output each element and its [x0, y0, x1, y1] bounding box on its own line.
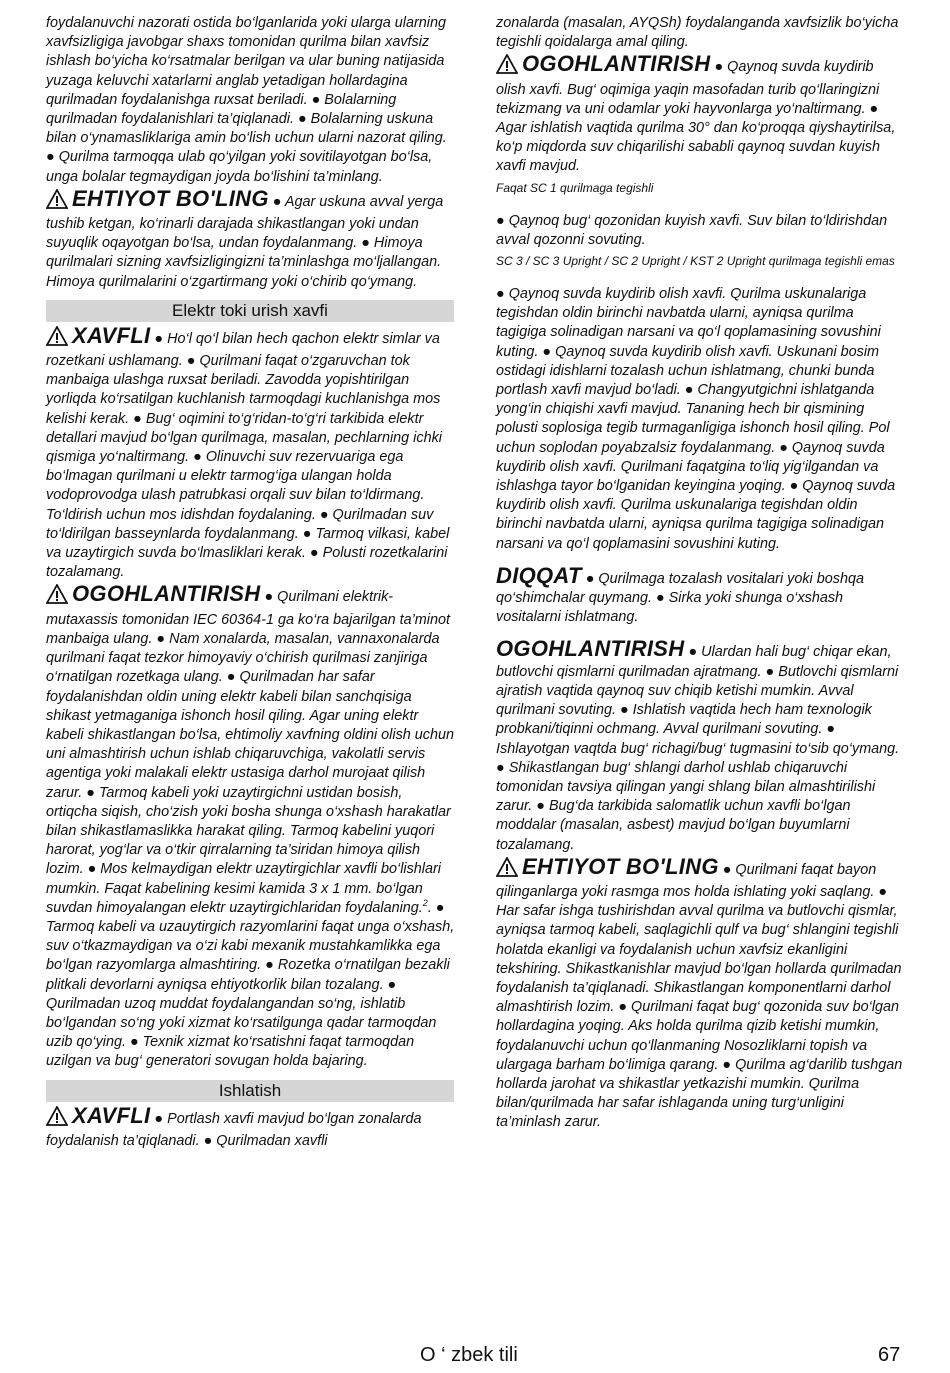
caution-paragraph-usage — [496, 853, 906, 1133]
attention-paragraph — [496, 562, 906, 628]
caution-heading: EHTIYOT BO'LING — [72, 185, 269, 211]
warning-heading: OGOHLANTIRISH — [496, 636, 685, 662]
warning-heading: OGOHLANTIRISH — [522, 51, 711, 77]
warning-paragraph-parts — [496, 636, 906, 854]
section-heading-electric-shock: Elektr toki urish xavfi — [46, 300, 454, 322]
warning-triangle-icon — [46, 584, 72, 610]
warning-text-a: ● Qurilmani elektrik-mutaxassis tomonidan IEC 60364-1 ga ko‘ra bajarilgan ta’minot manbaiga ulang. ● Nam xonalarda, masalan, vannaxonalarda qurilmani faqat tezkor himoyaviy o‘chirish qurilmasi zanjiriga o‘rnatilgan rozetkaga ulang. ● Qurilmadan har safar foydalanishdan oldin uning elektr kabeli bilan sanchqisiga shikast yetmaganiga ishonch hosil qiling. Agar uning elektr kabeli shikastlangan bo‘lsa, ehtimoliy xavfning oldini olish uchun uni almashtirish uchun ishlab chiqaruvchiga, vakolatli servis agentiga yoki malakali elektr ustasiga darhol murojaat qilish zarur. ● Tarmoq kabeli yoki uzaytirgichni ustidan bosish, ortiqcha siqish, cho‘zish yoki bosha shunga o‘xshash harakatlar bilan shikastlamaslikka harakat qiling. Tarmoq kabelini yuqori harorat, yog‘lar va o‘tkir qirralarning ta’siridan himoya qilish lozim. ● Mos kelmaydigan elektr uzaytirgichlar xavfli bo‘lishlari mumkin. Faqat kabelining kesimi kamida 3 x 1 mm. bo‘lgan suvdan himoyalangan elektr uzaytirgichlaridan foydalaning. — [46, 589, 454, 916]
warning-paragraph-hot-water — [496, 51, 906, 176]
continued-paragraph: zonalarda (masalan, AYQSh) foydalanganda xavfsizlik bo‘yicha tegishli qoidalarga amal qiling. — [496, 15, 899, 51]
intro-paragraph: foydalanuvchi nazorati ostida bo‘lganlarida yoki ularga ularning xavfsizligiga javobgar shaxs tomonidan qurilma bilan xavfsiz ishlash bo‘yicha ko‘rsatmalar berilgan va ular buning natijasida yuzaga keluvchi xatarlarni anglab yetadigan hollardagina qurilmadan foydalanishga ruxsat beriladi. ● Bolalarning qurilmadan foydalanishlari ta’qiqlanadi. ● Bolalarning uskuna bilan o‘ynamasliklariga amin bo‘lish uchun ularni nazorat qiling. ● Qurilma tarmoqqa ulab qo‘yilgan yoki sovitilayotgan bo‘lsa, unga bolalar tegmaydigan joyda bo‘lishini ta’minlang. — [46, 15, 447, 185]
footer-language: O ‘ zbek tili — [420, 1344, 518, 1366]
warning-triangle-icon — [496, 54, 522, 80]
caution-paragraph — [46, 185, 456, 292]
warning-triangle-icon — [46, 189, 72, 215]
danger-heading: XAVFLI — [72, 322, 151, 348]
warning-heading: OGOHLANTIRISH — [72, 581, 261, 607]
applicability-note-models: SC 3 / SC 3 Upright / SC 2 Upright / KST 2 Upright qurilmaga tegishli emas — [496, 254, 895, 269]
warning-triangle-icon — [46, 1106, 72, 1132]
attention-heading: DIQQAT — [496, 562, 582, 588]
boiler-paragraph: ● Qaynoq bug‘ qozonidan kuyish xavfi. Suv bilan to‘ldirishdan avval qozonni sovuting. — [496, 212, 888, 248]
warning-triangle-icon — [46, 326, 72, 352]
page-number: 67 — [878, 1344, 901, 1366]
applicability-note-sc1: Faqat SC 1 qurilmaga tegishli — [496, 180, 654, 195]
danger-text: ● Ho‘l qo‘l bilan hech qachon elektr simlar va rozetkani ushlamang. ● Qurilmani faqat o‘zgaruvchan tok manbaiga ulashga ruxsat beriladi. Zavodda yopishtirilgan yorliqda ko‘rsatilgan kuchlanish tarmoqdagi kuchlanishga mos kelishi kerak. ● Bug‘ oqimini to‘g‘ridan-to‘g‘ri tarkibida elektr detallari mavjud bo‘lgan qurilmaga, masalan, pechlarning ichki qismiga yo‘naltirmang. ● Olinuvchi suv rezervuariga ega bo‘lmagan qurilmani u elektr tarmog‘iga ulangan holda vodoprovodga ulash patrubkasi orqali suv bilan to‘ldirmang. To‘ldirish uchun mos idishdan foydalaning. ● Qurilmadan suv to‘ldirilgan basseynlarda foydalanmang. ● Tarmoq vilkasi, kabel va uzaytirgich suvda bo‘lmasliklari kerak. ● Polusti rozetkalarini tozalamang. — [46, 330, 450, 581]
warning-text: ● Ulardan hali bug‘ chiqar ekan, butlovchi qismlarni qurilmadan ajratmang. ● Butlovchi qismlarni ajratish vaqtida qaynoq suv chiqib ketishi mumkin. Avval qurilmani sovuting. ● Ishlatish vaqtida hech ham texnologik probkani/tiqinni ochmang. Avval qurilmani sovuting. ● Ishlayotgan vaqtda bug‘ richagi/bug‘ tugmasini to‘sib qo‘ymang. ● Shikastlangan bug‘ shlangi darhol ushlab chiqaruvchi tomonidan tavsiya qilingan yangi shlang bilan almashtirilishi zarur. ● Bug‘da tarkibida salomatlik uchun xavfli bo‘lgan moddalar (masalan, asbest) mavjud bo‘lgan buyumlarni tozalamang. — [496, 644, 900, 853]
left-column — [46, 14, 456, 1153]
footnote-marker: 2 — [422, 897, 428, 908]
warning-triangle-icon — [496, 857, 522, 883]
right-column — [496, 14, 906, 1135]
danger-heading: XAVFLI — [72, 1102, 151, 1128]
warning-text: ● Qaynoq suvda kuydirib olish xavfi. Bug‘ oqimiga yaqin masofadan turib qo‘llaringizni tekizmang va uni odamlar yoki hayvonlarga yo‘naltirmang. ● Agar ishlatish vaqtida qurilma 30° dan ko‘proqqa qiyshaytirilsa, ko‘p miqdorda suv chiqarilishi sababli qaynoq suvdan kuyish xavfi mavjud. — [496, 59, 896, 175]
danger-text: ● Portlash xavfi mavjud bo‘lgan zonalarda foydalanish ta’qiqlanadi. ● Qurilmadan xavfli — [46, 1110, 422, 1149]
hot-water-paragraph: ● Qaynoq suvda kuydirib olish xavfi. Qurilma uskunalariga tegishdan oldin birinchi navbatda ularni, ayniqsa qurilma tagigiga solinadigan narsani va qo‘l qoplamasining sovushini kuting. ● Qaynoq suvda kuydirib olish xavfi. Uskunani bosim ostidagi idishlarni tozalash uchun ishlatmang, chunki bunda portlash xavfi mavjud bo‘ladi. ● Changyutgichni ishlatganda yong‘in chiqishi xavfi mavjud. Tananing hech bir qismining polusti soplosiga tegib turmaganligiga ishonch hosil qiling. Pol uchun soplodan poyabzalsiz foydalanmang. ● Qaynoq suvda kuydirib olish xavfi. Qurilmani faqatgina to‘liq yig‘ilgandan va ishlashga tayor bo‘lganidan keyingina yoqing. ● Qaynoq suvda kuydirib olish xavfi. Qurilma uskunalariga tegishdan oldin birinchi navbatda ularni, ayniqsa qurilma tagigiga solinadigan narsani va qo‘l qoplamasini sovushini kuting. — [496, 286, 896, 552]
caution-text: ● Qurilmani faqat bayon qilinganlarga yoki rasmga mos holda ishlating yoki saqlang. ● Har safar ishga tushirishdan avval qurilma va butlovchi qismlar, ayniqsa tarmoq kabeli, saqlagichli qulf va bug‘ shlangini tegishli holatda ekanligi va foydalanish uchun xavfsiz ekanligini tekshiring. Shikastkanishlar mavjud bo‘lgan hollarda qurilmadan foydalanish ta’qiqlanadi. Shikastlangan komponentlarni darhol almashtirish lozim. ● Qurilmani faqat bug‘ qozonida suv bo‘lgan hollardagina yoqing. Aks holda qurilma qizib ketishi mumkin, foydalanuvchi uchun qo‘llanmaning Nosozliklarni topish va ulargaga barham bo‘limiga qarang. ● Qurilma ag‘darilib tushgan hollarda jarohat va shikastlar yetkazishi mumkin. Qurilma bilan/qurilmada har safar ishlaganda uning turg‘unligini ta’minlash zarur. — [496, 861, 903, 1131]
caution-heading: EHTIYOT BO'LING — [522, 853, 719, 879]
attention-text: ● Qurilmaga tozalash vositalari yoki boshqa qo‘shimchalar quymang. ● Sirka yoki shunga o‘xshash vositalarni ishlatmang. — [496, 570, 864, 626]
danger-paragraph — [46, 322, 456, 583]
warning-paragraph — [46, 581, 456, 1071]
danger-paragraph-operation — [46, 1102, 456, 1151]
caution-text: ● Agar uskuna avval yerga tushib ketgan, ko‘rinarli darajada shikastlangan yoki undan suyuqlik oqayotgan bo‘lsa, undan foydalanmang. ● Himoya qurilmalari sizning xavfsizligingizni ta’minlashga mo‘ljallangan. Himoya qurilmalarini o‘zgartirmang yoki o‘chirib qo‘ymang. — [46, 193, 444, 290]
warning-text-b: . ● Tarmoq kabeli va uzauytirgich razyomlarini faqat unga o‘xshash, suv o‘tkazmaydigan va o‘zi kabi mexanik mustahkamlikka ega bo‘lgan razyomlarga almashtiring. ● Rozetka o‘rnatilgan bezakli plitkali devorlarni ayniqsa ehtiyotkorlik bilan tozalang. ● Qurilmadan uzoq muddat foydalangandan so‘ng, ishlatib bo‘lgandan so‘ng yoki xizmat ko‘rsatilgunga qadar tarmoqdan uzib qo‘ying. ● Texnik xizmat ko‘rsatishni faqat tarmoqdan uzilgan va bug‘ generatori sovugan holda bajaring. — [46, 899, 455, 1070]
section-heading-operation: Ishlatish — [46, 1080, 454, 1102]
